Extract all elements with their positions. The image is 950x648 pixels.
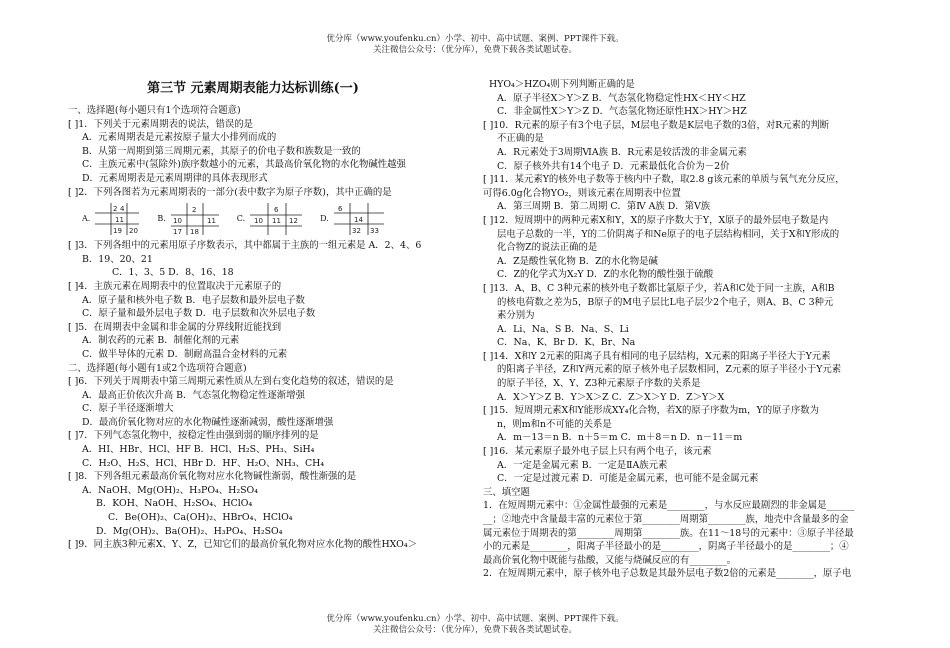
section-2-heading: 二、选择题(每小题有1或2个选项符合题意) — [68, 362, 247, 374]
figure-b-grid — [169, 201, 221, 237]
question-13-option-ab: A．Li、Na、S B．Na、S、Li — [497, 323, 629, 335]
question-1-option-d: D．元素周期表是元素周期律的具体表现形式 — [82, 172, 268, 184]
question-12-continued-1: 层电子总数的一半，Y的二价阴离子和Ne原子的电子层结构相同，关于X和Y形成的 — [497, 228, 840, 240]
section-3-heading: 三、填空题 — [483, 486, 530, 498]
question-14-continued-2: 的原子半径，X、Y、Z3种元素原子序数的关系是 — [497, 378, 701, 390]
question-3-option-cd: C．1、3、5 D．8、16、18 — [112, 267, 234, 279]
figure-a-num: 4 — [120, 205, 125, 214]
figure-c-grid — [248, 201, 304, 237]
figure-option-b — [157, 201, 220, 237]
figure-c-num: 6 — [274, 206, 279, 215]
question-8-option-a: A．NaOH、Mg(OH)₂、H₃PO₄、H₂SO₄ — [82, 484, 258, 496]
question-1-option-b: B．从第一周期到第三周期元素，其原子的价电子数和族数是一致的 — [82, 145, 361, 157]
question-4-option-ab: A．原子量和核外电子数 B．电子层数和最外层电子数 — [82, 294, 305, 306]
section-1-heading: 一、选择题(每小题只有1个选项符合题意) — [68, 105, 241, 116]
figure-c-num: 10 — [254, 217, 264, 226]
question-14-continued-1: 的阳离子半径，Z和Y两元素的原子核外电子层数相同，Z元素的原子半径小于Y元素 — [497, 364, 842, 376]
question-5-option-cd: C．做半导体的元素 D．制耐高温合金材料的元素 — [82, 348, 288, 360]
question-4-option-cd: C．原子量和最外层电子数 D．电子层数和次外层电子数 — [82, 308, 316, 320]
question-13-continued-1: 的核电荷数之差为5，B原子的M电子层比L电子层少2个电子，则A、B、C 3种元 — [497, 296, 834, 308]
figure-b-num: 2 — [191, 206, 197, 215]
figure-a-grid — [93, 201, 141, 237]
footer-line-1: 优分库（www.youfenku.cn）小学、初中、高中试题、案例、PPT课件下载。 — [326, 614, 624, 624]
question-3-option-b: B．19、20、21 — [82, 253, 153, 265]
figure-d-num: 6 — [337, 205, 343, 214]
figure-a-label: A. — [82, 214, 91, 224]
question-11: [ ]11．某元素Y的核外电子数等于核内中子数，取2.8 g该元素的单质与氧气充分反应， — [483, 174, 845, 186]
footer-line-2: 关注微信公众号：（优分库），免费下载各类试题试卷。 — [372, 625, 577, 635]
question-15: [ ]15．短周期元素X和Y能形成XY₄化合物，若X的原子序数为m，Y的原子序数为 — [483, 405, 819, 417]
question-10-continued: 不正确的是 — [497, 133, 544, 145]
question-15-continued: n，则m和n不可能的关系是 — [497, 418, 612, 430]
question-10: [ ]10．R元素的原子有3个电子层，M层电子数是K层电子数的3倍，对R元素的判断 — [483, 119, 830, 131]
header-line-1: 优分库（www.youfenku.cn）小学、初中、高中试题、案例、PPT课件下载。 — [326, 34, 624, 44]
question-5-option-ab: A．制农药的元素 B．制催化剂的元素 — [82, 335, 240, 347]
question-11-options: A．第三周期 B．第二周期 C．第Ⅳ A族 D．第Ⅴ族 — [497, 201, 711, 213]
figure-c-label: C. — [236, 214, 246, 224]
figure-a-num: 19 — [113, 227, 123, 236]
question-16-option-cd: C．一定是过渡元素 D．可能是金属元素，也可能不是金属元素 — [497, 473, 759, 485]
question-12-option-ab: A．Z是酸性氧化物 B．Z的水化物是碱 — [497, 255, 658, 267]
document-title: 第三节 元素周期表能力达标训练(一) — [147, 81, 359, 96]
question-3: [ ]3．下列各组中的元素用原子序数表示，其中都属于主族的一组元素是 A．2、4、6 — [68, 240, 422, 252]
figure-d-label: D. — [320, 214, 329, 224]
question-15-options: A．m－13＝n B．n＋5＝m C．m＋8＝n D．n－11＝m — [497, 432, 743, 444]
figure-c-num: 11 — [272, 217, 282, 226]
question-14: [ ]14．X和Y 2元素的阳离子具有相同的电子层结构，X元素的阳离子半径大于Y元素 — [483, 350, 831, 362]
figure-b-num: 10 — [172, 217, 182, 226]
question-10-option-ab: A．R元素处于3周期ⅥA族 B．R元素是较活泼的非金属元素 — [497, 146, 747, 158]
question-4: [ ]4．主族元素在周期表中的位置取决于元素原子的 — [68, 280, 282, 292]
figure-option-c — [237, 201, 304, 237]
figure-a-num: 20 — [129, 227, 139, 236]
question-6-option-d: D．最高价氧化物对应的水化物碱性逐渐减弱，酸性逐渐增强 — [82, 416, 334, 428]
left-column — [68, 78, 468, 552]
figure-b-num: 17 — [172, 228, 182, 237]
question-8-option-d: D．Mg(OH)₂、Ba(OH)₂、H₃PO₄、H₂SO₄ — [96, 525, 283, 537]
question-6-option-c: C．原子半径逐渐增大 — [82, 403, 174, 415]
page-footer — [0, 614, 950, 636]
question-7-option-ab: A．HI、HBr、HCl、HF B．HCl、H₂S、PH₃、SiH₄ — [82, 444, 315, 456]
question-7-option-cd: C．H₂O、H₂S、HCl、HBr D．HF、H₂O、NH₃、CH₄ — [82, 457, 325, 469]
question-9-continued: HYO₄＞HZO₄则下列判断正确的是 — [489, 79, 635, 90]
question-8-option-c: C．Be(OH)₂、Ca(OH)₂、HBrO₄、HClO₄ — [108, 512, 293, 524]
figure-a-num: 11 — [115, 216, 125, 225]
figure-b-num: 18 — [189, 228, 199, 237]
fill-question-1-line-3: 属元素位于周期表的第________周期第________族。在11～18号的元素中：③原子半径最 — [483, 527, 854, 539]
question-7: [ ]7．下列气态氢化物中，按稳定性由强到弱的顺序排列的是 — [68, 430, 319, 442]
question-13-option-cd: C．Na、K、Br D．K、Br、Na — [497, 337, 636, 349]
fill-question-1-line-2: __；②地壳中含量最丰富的元素位于第________周期第________族，地壳中含量最多的金 — [483, 514, 849, 525]
figure-d-grid — [332, 201, 386, 237]
figure-option-a — [82, 201, 141, 237]
question-13: [ ]13．A、B、C 3种元素的核外电子数都比氩原子少，若A和C处于同一主族，A和B — [483, 282, 835, 294]
figure-d-num: 33 — [369, 227, 379, 236]
page-header — [0, 34, 950, 56]
question-8-option-b: B．KOH、NaOH、H₂SO₄、HClO₄ — [96, 498, 253, 510]
question-1-option-c: C．主族元素中(氢除外)族序数越小的元素，其最高价氧化物的水化物碱性越强 — [82, 159, 406, 171]
right-column — [483, 78, 886, 581]
figure-b-num: 11 — [206, 217, 216, 226]
question-13-continued-2: 素分别为 — [497, 310, 535, 322]
question-10-option-cd: C．原子核外共有14个电子 D．元素最低化合价为－2价 — [497, 160, 730, 172]
question-14-options: A．X＞Y＞Z B．Y＞X＞Z C．Z＞X＞Y D．Z＞Y＞X — [497, 391, 725, 403]
fill-question-2-line-1: 2．在短周期元素中，原子核外电子总数是其最外层电子数2倍的元素是________，原子电 — [483, 568, 852, 580]
fill-question-1-line-1: 1．在短周期元素中：①金属性最强的元素是________，与水反应最剧烈的非金属是______ — [483, 500, 855, 512]
figure-a-num: 2 — [113, 205, 118, 214]
question-9-option-cd: C．非金属性X＞Y＞Z D．气态氢化物还原性HX＞HY＞HZ — [497, 106, 747, 118]
question-9: [ ]9．同主族3种元素X、Y、Z，已知它们的最高价氧化物对应水化物的酸性HXO₄＞ — [68, 539, 417, 551]
question-16: [ ]16．某元素原子最外电子层上只有两个电子，该元素 — [483, 446, 712, 458]
figure-option-d — [320, 201, 386, 237]
question-2-figures — [68, 199, 468, 239]
question-16-option-ab: A．一定是金属元素 B．一定是ⅡA族元素 — [497, 459, 668, 471]
question-9-option-ab: A．原子半径X＞Y＞Z B．气态氢化物稳定性HX＜HY＜HZ — [497, 92, 746, 104]
question-6: [ ]6．下列关于周期表中第三周期元素性质从左到右变化趋势的叙述，错误的是 — [68, 376, 394, 388]
fill-question-1-line-5: 最高价氧化物中既能与盐酸，又能与烧碱反应的有________。 — [483, 554, 737, 566]
question-12: [ ]12．短周期中的两种元素X和Y，X的原子序数大于Y，X原子的最外层电子数是内 — [483, 214, 829, 226]
figure-d-num: 14 — [353, 216, 363, 225]
figure-c-num: 12 — [289, 217, 299, 226]
question-1-option-a: A．元素周期表是元素按原子量大小排列而成的 — [82, 132, 277, 144]
question-12-option-cd: C．Z的化学式为X₂Y D．Z的水化物的酸性强于硫酸 — [497, 269, 714, 281]
fill-question-1-line-4: 小的元素是________，阳离子半径最小的是________，阴离子半径最小的是________；④ — [483, 541, 849, 553]
question-6-option-ab: A．最高正价依次升高 B．气态氢化物稳定性逐渐增强 — [82, 389, 305, 401]
question-1: [ ]1．下列关于元素周期表的说法，错误的是 — [68, 118, 254, 130]
figure-d-num: 32 — [351, 227, 361, 236]
question-5: [ ]5．在周期表中金属和非金属的分界线附近能找到 — [68, 321, 282, 333]
question-8: [ ]8．下列各组元素最高价氧化物对应水化物碱性渐弱，酸性渐强的是 — [68, 471, 357, 483]
header-line-2: 关注微信公众号：（优分库），免费下载各类试题试卷。 — [372, 45, 577, 55]
question-2: [ ]2．下列各图若为元素周期表的一部分(表中数字为原子序数)，其中正确的是 — [68, 186, 392, 198]
figure-b-label: B. — [157, 214, 166, 224]
question-11-continued: 可得6.0g化合物YO₂，则该元素在周期表中位置 — [483, 187, 681, 199]
question-12-continued-2: 化合物Z的说法正确的是 — [497, 242, 598, 254]
